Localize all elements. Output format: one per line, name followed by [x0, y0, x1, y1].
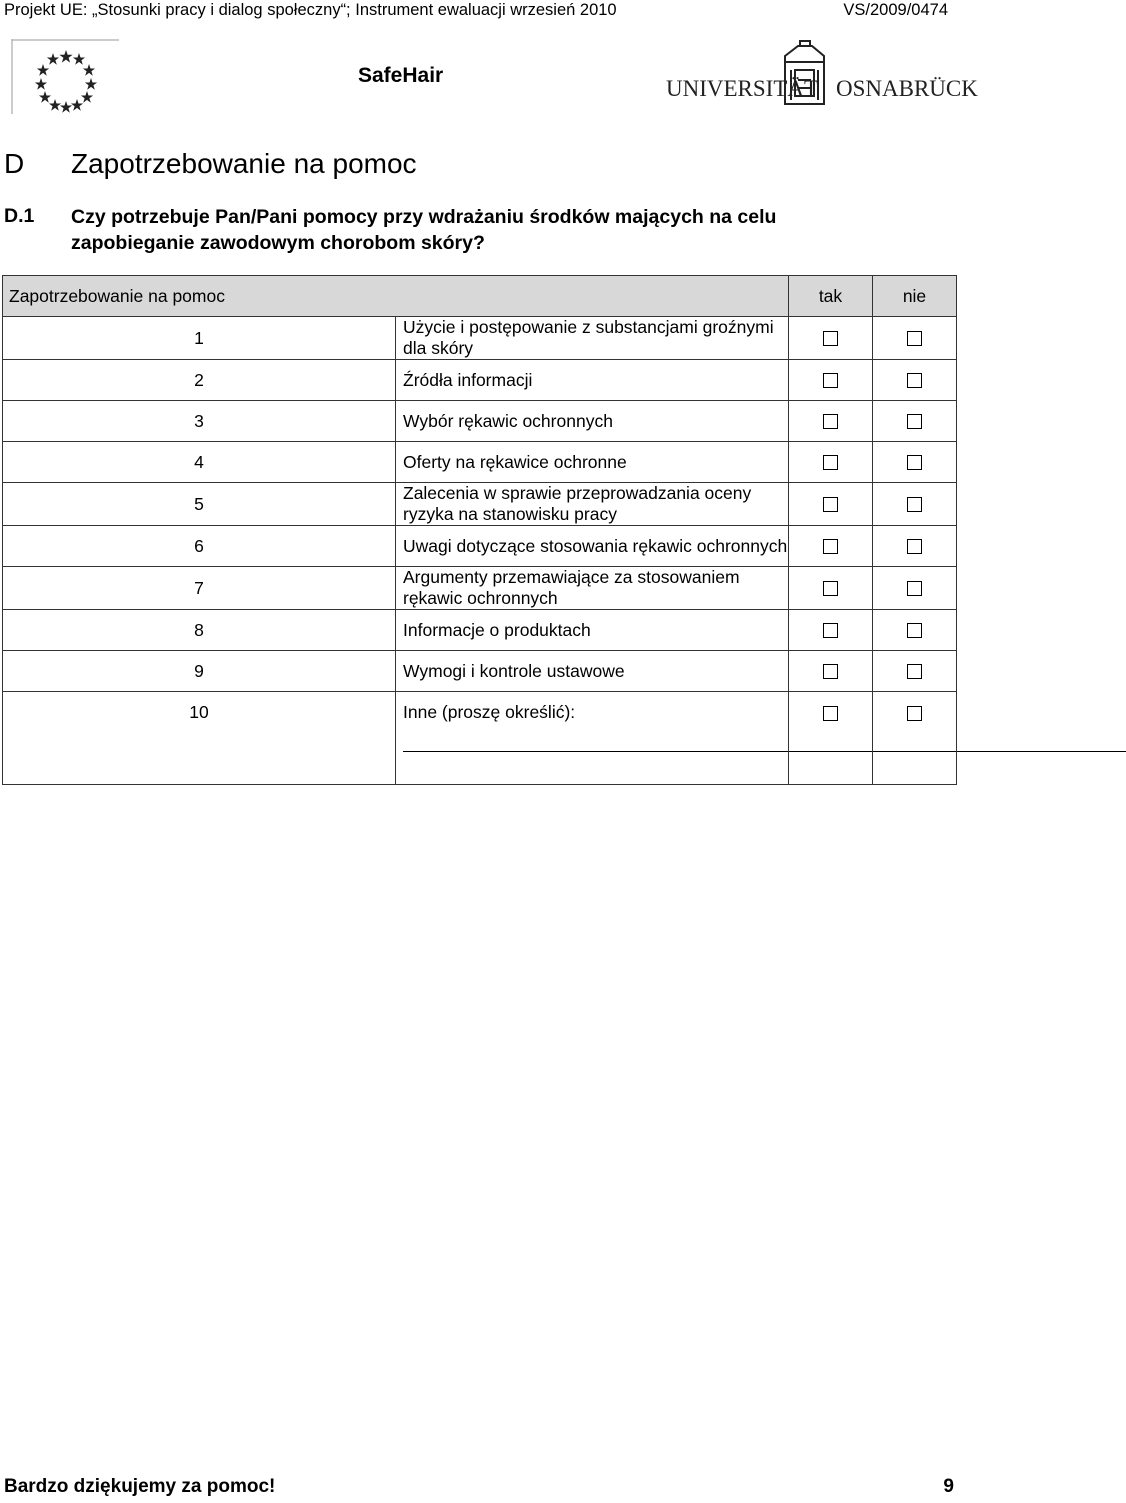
row-number: 4	[3, 442, 396, 483]
eu-stars-logo-icon	[11, 39, 121, 114]
yes-checkbox[interactable]	[823, 581, 838, 596]
row-number: 10	[3, 692, 396, 785]
row-label: Wybór rękawic ochronnych	[396, 401, 789, 442]
table-row	[3, 692, 957, 785]
table-row	[3, 526, 957, 567]
section-letter: D	[4, 148, 25, 179]
table-header-yes: tak	[789, 276, 873, 317]
table-row	[3, 360, 957, 401]
reference-number: VS/2009/0474	[843, 1, 948, 19]
no-checkbox[interactable]	[907, 581, 922, 596]
row-number: 7	[3, 567, 396, 610]
footer-thanks: Bardzo dziękujemy za pomoc!	[4, 1476, 276, 1497]
yes-checkbox[interactable]	[823, 539, 838, 554]
table-row	[3, 610, 957, 651]
yes-checkbox[interactable]	[823, 623, 838, 638]
table-row	[3, 483, 957, 526]
row-label: Wymogi i kontrole ustawowe	[396, 651, 789, 692]
yes-checkbox[interactable]	[823, 706, 838, 721]
row-number: 5	[3, 483, 396, 526]
no-checkbox[interactable]	[907, 623, 922, 638]
row-number: 3	[3, 401, 396, 442]
row-label: Argumenty przemawiające za stosowaniem rękawic ochronnych	[396, 567, 789, 610]
no-checkbox[interactable]	[907, 331, 922, 346]
question-text: Czy potrzebuje Pan/Pani pomocy przy wdrażaniu środków mających na celu zapobieganie zawodowym chorobom skóry?	[71, 206, 777, 254]
university-left-text: UNIVERSITÄT	[666, 76, 819, 101]
yes-checkbox[interactable]	[823, 455, 838, 470]
no-checkbox[interactable]	[907, 706, 922, 721]
table-header-label: Zapotrzebowanie na pomoc	[3, 276, 789, 317]
row-other-cell	[396, 692, 789, 785]
row-label: Użycie i postępowanie z substancjami groźnymi dla skóry	[396, 317, 789, 360]
page-number: 9	[943, 1476, 954, 1497]
table-row	[3, 401, 957, 442]
no-checkbox[interactable]	[907, 539, 922, 554]
no-checkbox[interactable]	[907, 455, 922, 470]
table-header-no: nie	[873, 276, 957, 317]
yes-checkbox[interactable]	[823, 664, 838, 679]
row-number: 9	[3, 651, 396, 692]
university-right-text: OSNABRÜCK	[836, 76, 978, 101]
table-header-row	[3, 276, 957, 317]
no-checkbox[interactable]	[907, 664, 922, 679]
row-label: Informacje o produktach	[396, 610, 789, 651]
help-needs-table	[2, 275, 957, 785]
table-row	[3, 442, 957, 483]
row-label: Inne (proszę określić):	[403, 702, 576, 722]
yes-checkbox[interactable]	[823, 373, 838, 388]
question-number: D.1	[4, 205, 35, 227]
no-checkbox[interactable]	[907, 373, 922, 388]
no-checkbox[interactable]	[907, 414, 922, 429]
section-title: Zapotrzebowanie na pomoc	[71, 148, 417, 179]
other-specify-line[interactable]	[403, 751, 1126, 752]
yes-checkbox[interactable]	[823, 414, 838, 429]
row-number: 1	[3, 317, 396, 360]
brand-name: SafeHair	[358, 64, 444, 87]
row-label: Źródła informacji	[396, 360, 789, 401]
no-checkbox[interactable]	[907, 497, 922, 512]
row-label: Oferty na rękawice ochronne	[396, 442, 789, 483]
row-number: 2	[3, 360, 396, 401]
table-row	[3, 317, 957, 360]
yes-checkbox[interactable]	[823, 331, 838, 346]
table-row	[3, 567, 957, 610]
table-row	[3, 651, 957, 692]
row-label: Zalecenia w sprawie przeprowadzania oceny ryzyka na stanowisku pracy	[396, 483, 789, 526]
yes-checkbox[interactable]	[823, 497, 838, 512]
row-number: 8	[3, 610, 396, 651]
row-label: Uwagi dotyczące stosowania rękawic ochronnych	[396, 526, 789, 567]
row-number: 6	[3, 526, 396, 567]
university-osnabrueck-logo-icon	[664, 40, 978, 112]
project-line: Projekt UE: „Stosunki pracy i dialog społeczny“; Instrument ewaluacji wrzesień 2010	[4, 1, 617, 19]
